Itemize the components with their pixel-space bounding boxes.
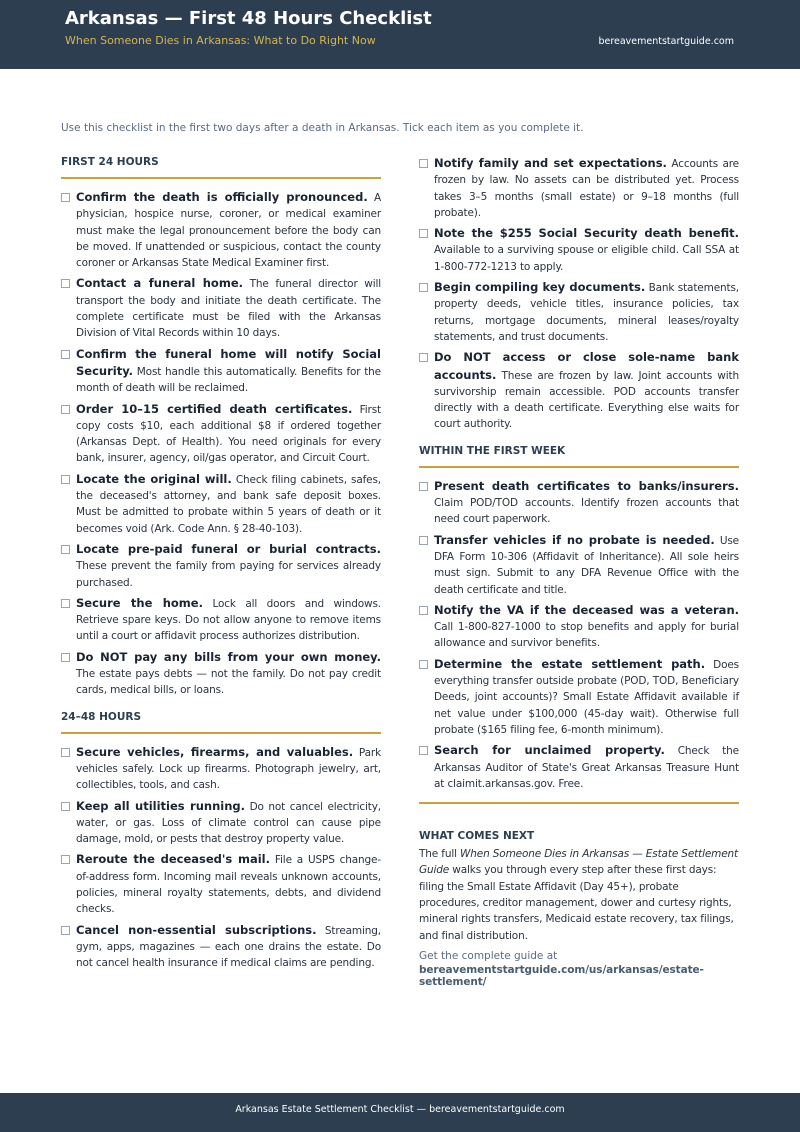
checkbox[interactable] bbox=[61, 193, 70, 202]
checklist-item-text: The estate pays debts — not the family. Do not pay credit cards, medical bills, or loans. bbox=[76, 668, 381, 697]
what-comes-next-title: WHAT COMES NEXT bbox=[419, 830, 535, 843]
checklist-item-text: Lock all doors and windows. Retrieve spare keys. Do not allow anyone to remove items until a court or affidavit process authorizes distribution. bbox=[76, 597, 381, 643]
get-guide-label: Get the complete guide at bbox=[419, 949, 558, 962]
page-footer bbox=[0, 1093, 800, 1132]
checklist-item-lead: Notify the VA if the deceased was a veteran. bbox=[434, 602, 739, 617]
checklist-item-lead: Confirm the funeral home will notify Social Security. bbox=[76, 346, 381, 378]
checklist-item-text: Check filing cabinets, safes, the deceased's attorney, and bank safe deposit boxes. Must be admitted to probate within 5 years of death or it becomes void (Ark. Code Ann. § 28-40-103). bbox=[76, 473, 381, 535]
checkbox[interactable] bbox=[61, 748, 70, 757]
checklist-item-text: Available to a surviving spouse or eligible child. Call SSA at 1-800-772-1213 to apply. bbox=[434, 244, 739, 273]
checklist-item-lead: Determine the estate settlement path. bbox=[434, 656, 706, 671]
checklist-first-week bbox=[419, 478, 739, 792]
checklist-item-lead: Do NOT pay any bills from your own money. bbox=[76, 649, 381, 664]
checklist-item bbox=[419, 532, 739, 598]
checkbox[interactable] bbox=[61, 405, 70, 414]
checklist-item-text: Do not cancel electricity, water, or gas. Loss of climate control can cause pipe damage, mold, or pests that destroy property value. bbox=[76, 800, 381, 846]
checkbox[interactable] bbox=[419, 606, 428, 615]
checklist-item-text: Use DFA Form 10-306 (Affidavit of Inheritance). All sole heirs must sign. Submit to any DFA Revenue Office with the death certificate and title. bbox=[434, 534, 739, 596]
checklist-item-lead: Do NOT access or close sole-name bank accounts. bbox=[434, 350, 739, 382]
checklist-item bbox=[61, 595, 381, 645]
checkbox[interactable] bbox=[61, 350, 70, 359]
checklist-item bbox=[61, 851, 381, 917]
checklist-item-text: Call 1-800-827-1000 to stop benefits and apply for burial allowance and survivor benefits. bbox=[434, 621, 739, 650]
what-comes-next-suffix: walks you through every step after these first days: filing the Small Estate Affidavit (Day 45+), probate procedures, creditor management, dower and curtesy rights, mineral rights transfers, Medicaid estate recovery, tax filings, and final distribution. bbox=[419, 864, 734, 942]
checklist-item-lead: Notify family and set expectations. bbox=[434, 156, 667, 170]
checkbox[interactable] bbox=[419, 536, 428, 545]
checkbox[interactable] bbox=[419, 159, 428, 168]
page-subtitle: When Someone Dies in Arkansas: What to Do Right Now bbox=[65, 34, 376, 47]
checklist-item bbox=[419, 225, 739, 275]
header-site-link[interactable]: bereavementstartguide.com bbox=[598, 36, 734, 47]
checklist-item-text: First copy costs $10, each additional $8 if ordered together (Arkansas Dept. of Health). You need originals for every bank, insurer, agency, oil/gas operator, and Circuit Court. bbox=[76, 403, 381, 465]
section-title-first-24-hours: FIRST 24 HOURS bbox=[61, 156, 381, 179]
checklist-item-text: Park vehicles safely. Lock up firearms. Photograph jewelry, art, collectibles, tools, and cash. bbox=[76, 746, 381, 792]
checklist-item-lead: Transfer vehicles if no probate is needed. bbox=[434, 532, 715, 547]
page-title: Arkansas — First 48 Hours Checklist bbox=[65, 8, 432, 29]
checklist-item-lead: Secure the home. bbox=[76, 595, 203, 610]
checklist-item-lead: Begin compiling key documents. bbox=[434, 280, 646, 295]
checklist-item-text: Accounts are frozen by law. No assets can be distributed yet. Process takes 3–5 months (small estate) or 9–18 months (full probate). bbox=[434, 158, 739, 219]
left-column bbox=[61, 156, 381, 975]
section-divider bbox=[419, 802, 739, 804]
checkbox[interactable] bbox=[61, 926, 70, 935]
checklist-item bbox=[61, 541, 381, 591]
checklist-item-lead: Reroute the deceased's mail. bbox=[76, 852, 270, 867]
checkbox[interactable] bbox=[61, 475, 70, 484]
checkbox[interactable] bbox=[61, 599, 70, 608]
checklist-item-text: A physician, hospice nurse, coroner, or medical examiner must make the legal pronouncement before the body can be moved. If unattended or suspicious, contact the county coroner or Arkansas State Medical Examiner first. bbox=[76, 192, 381, 270]
checklist-item bbox=[419, 742, 739, 792]
checklist-item-lead: Keep all utilities running. bbox=[76, 798, 245, 813]
checkbox[interactable] bbox=[419, 660, 428, 669]
right-column bbox=[419, 155, 739, 988]
checklist-item bbox=[419, 349, 739, 432]
what-comes-next-prefix: The full bbox=[419, 848, 461, 861]
checkbox[interactable] bbox=[61, 855, 70, 864]
checkbox[interactable] bbox=[61, 279, 70, 288]
guide-title: When Someone Dies in Arkansas — Estate Settlement Guide bbox=[419, 848, 739, 877]
page-header bbox=[0, 0, 800, 69]
checklist-item-text: File a USPS change-of-address form. Incoming mail reveals unknown accounts, policies, mineral royalty statements, debts, and dividend checks. bbox=[76, 854, 381, 916]
section-title-24-48-hours: 24–48 HOURS bbox=[61, 711, 381, 734]
checklist-item-text: Streaming, gym, apps, magazines — each one drains the estate. Do not cancel health insurance if medical claims are pending. bbox=[76, 924, 381, 970]
checklist-item bbox=[61, 346, 381, 397]
checkbox[interactable] bbox=[419, 482, 428, 491]
checkbox[interactable] bbox=[61, 545, 70, 554]
checklist-item-text: The funeral director will transport the body and initiate the death certificate. The complete certificate must be filed with the Arkansas Division of Vital Records within 10 days. bbox=[76, 278, 381, 340]
guide-url-link[interactable]: bereavementstartguide.com/us/arkansas/estate-settlement/ bbox=[419, 963, 704, 988]
checklist-continued bbox=[419, 155, 739, 433]
checkbox[interactable] bbox=[61, 802, 70, 811]
section-title-first-week: WITHIN THE FIRST WEEK bbox=[419, 445, 739, 468]
checklist-item bbox=[419, 656, 739, 738]
checklist-item bbox=[419, 478, 739, 528]
checklist-item bbox=[419, 602, 739, 652]
checkbox[interactable] bbox=[61, 653, 70, 662]
checklist-item-lead: Cancel non-essential subscriptions. bbox=[76, 922, 317, 937]
checklist-item bbox=[61, 189, 381, 271]
checklist-24-48-hours bbox=[61, 744, 381, 972]
checklist-item-text: Does everything transfer outside probate (POD, TOD, Beneficiary Deeds, joint accounts)? Small Estate Affidavit available if net value under $100,000 (45-day wait). Otherwise full probate ($165 filing fee, 6-month minimum). bbox=[434, 658, 739, 736]
checklist-item-text: These are frozen by law. Joint accounts with survivorship remain accessible. POD accounts transfer directly with a death certificate. Everything else waits for court authority. bbox=[434, 369, 739, 431]
checkbox[interactable] bbox=[419, 746, 428, 755]
checklist-item-lead: Note the $255 Social Security death benefit. bbox=[434, 226, 739, 241]
checklist-item-lead: Contact a funeral home. bbox=[76, 276, 243, 291]
checklist-item-lead: Present death certificates to banks/insurers. bbox=[434, 478, 739, 493]
checklist-item bbox=[419, 279, 739, 345]
checklist-item bbox=[61, 401, 381, 467]
checklist-item-text: These prevent the family from paying for services already purchased. bbox=[76, 560, 381, 589]
checklist-item-text: Claim POD/TOD accounts. Identify frozen accounts that need court paperwork. bbox=[434, 497, 739, 526]
checklist-item-lead: Locate pre-paid funeral or burial contracts. bbox=[76, 541, 381, 556]
checklist-item bbox=[61, 798, 381, 848]
checklist-item bbox=[61, 471, 381, 537]
footer-text: Arkansas Estate Settlement Checklist — bereavementstartguide.com bbox=[235, 1104, 565, 1115]
checklist-item bbox=[61, 744, 381, 794]
checklist-item-lead: Order 10–15 certified death certificates. bbox=[76, 401, 353, 416]
checkbox[interactable] bbox=[419, 283, 428, 292]
checklist-item-lead: Confirm the death is officially pronounced. bbox=[76, 190, 368, 204]
checklist-item-text: Check the Arkansas Auditor of State's Great Arkansas Treasure Hunt at claimit.arkansas.gov. Free. bbox=[434, 745, 739, 790]
checklist-item bbox=[61, 649, 381, 699]
checklist-item-text: Most handle this automatically. Benefits for the month of death will be reclaimed. bbox=[76, 365, 381, 395]
checkbox[interactable] bbox=[419, 353, 428, 362]
what-comes-next-body bbox=[419, 846, 739, 944]
checklist-item-text: Bank statements, property deeds, vehicle titles, insurance policies, tax returns, mortgage documents, mineral leases/royalty statements, and trust documents. bbox=[434, 282, 739, 343]
checklist-first-24-hours bbox=[61, 189, 381, 699]
checklist-item-lead: Locate the original will. bbox=[76, 471, 232, 486]
checklist-item bbox=[61, 275, 381, 341]
checklist-item bbox=[419, 155, 739, 221]
checkbox[interactable] bbox=[419, 229, 428, 238]
checklist-item-lead: Secure vehicles, firearms, and valuables. bbox=[76, 744, 354, 759]
checklist-item-lead: Search for unclaimed property. bbox=[434, 743, 665, 758]
intro-text: Use this checklist in the first two days after a death in Arkansas. Tick each item as you complete it. bbox=[61, 122, 584, 134]
checklist-item bbox=[61, 922, 381, 972]
